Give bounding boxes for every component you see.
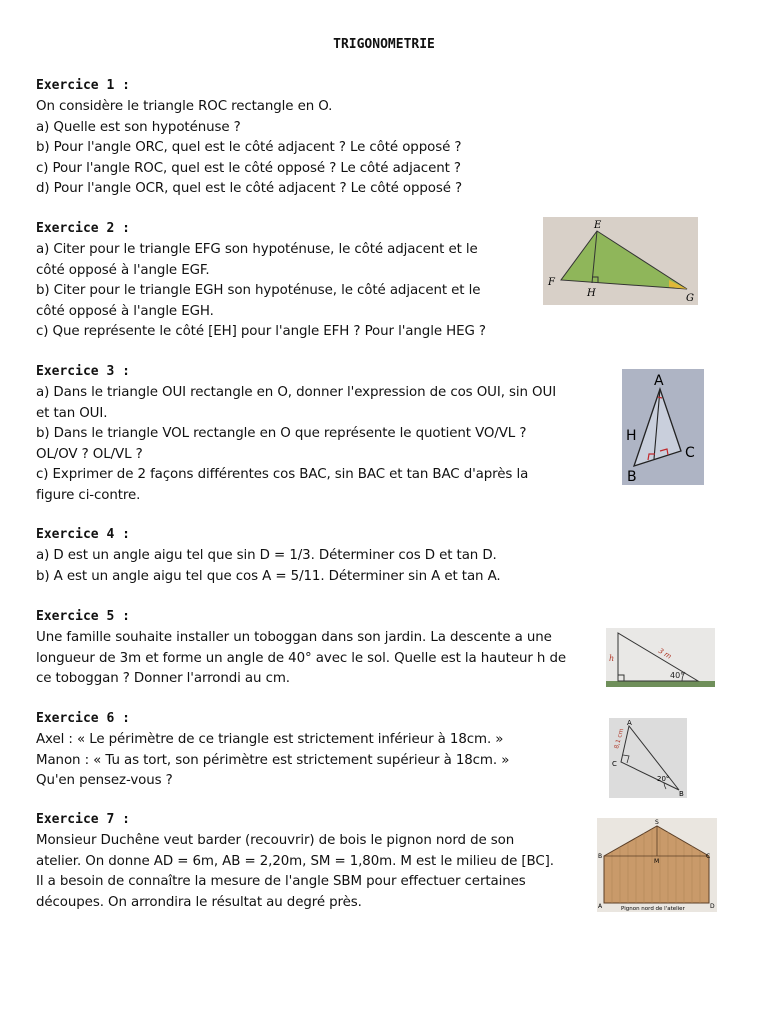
text-line: longueur de 3m et forme un angle de 40° avec le sol. Quelle est la hauteur h de xyxy=(36,650,566,666)
exercise-5 xyxy=(36,607,566,690)
text-line: Axel : « Le périmètre de ce triangle est strictement inférieur à 18cm. » xyxy=(36,732,504,747)
text-line: figure ci-contre. xyxy=(36,487,141,503)
figure-caption: Pignon nord de l'atelier xyxy=(621,906,685,912)
exercise-1 xyxy=(36,76,462,200)
text-line: Monsieur Duchêne veut barder (recouvrir) de bois le pignon nord de son xyxy=(36,833,515,848)
label-length: 3 m xyxy=(656,646,673,661)
exercise-title: Exercice 1 : xyxy=(36,78,130,93)
label-h: H xyxy=(626,428,637,444)
label-b: B xyxy=(598,853,603,860)
label-a: A xyxy=(598,903,603,910)
triangle-abc-figure xyxy=(622,369,704,485)
label-a: A xyxy=(627,719,632,727)
text-line: d) Pour l'angle OCR, quel est le côté adjacent ? Le côté opposé ? xyxy=(36,181,463,196)
label-m: M xyxy=(654,858,660,865)
exercise-3 xyxy=(36,362,556,506)
text-line: a) Quelle est son hypoténuse ? xyxy=(36,119,241,135)
text-line: b) Citer pour le triangle EGH son hypoténuse, le côté adjacent et le xyxy=(36,283,481,298)
label-d: D xyxy=(710,903,715,910)
text-line: atelier. On donne AD = 6m, AB = 2,20m, SM = 1,80m. M est le milieu de [BC]. xyxy=(36,853,554,869)
exercise-6 xyxy=(36,709,509,792)
text-line: Qu'en pensez-vous ? xyxy=(36,773,173,788)
pignon-figure xyxy=(597,818,717,912)
label-h: H xyxy=(587,288,596,299)
text-line: et tan OUI. xyxy=(36,405,108,421)
text-line: a) Citer pour le triangle EFG son hypoténuse, le côté adjacent et le xyxy=(36,242,478,257)
text-line: Manon : « Tu as tort, son périmètre est strictement supérieur à 18cm. » xyxy=(36,752,510,768)
label-height: h xyxy=(609,654,615,663)
label-b: B xyxy=(679,790,684,798)
label-a: A xyxy=(654,373,664,389)
label-angle: 40° xyxy=(670,671,685,680)
text-line: On considère le triangle ROC rectangle en O. xyxy=(36,99,333,114)
label-c: C xyxy=(612,760,617,768)
exercise-title: Exercice 4 : xyxy=(36,527,130,542)
label-f: F xyxy=(548,277,555,288)
exercise-title: Exercice 5 : xyxy=(36,609,130,624)
label-c: C xyxy=(706,853,711,860)
exercise-4 xyxy=(36,525,501,587)
text-line: a) D est un angle aigu tel que sin D = 1/3. Déterminer cos D et tan D. xyxy=(36,548,497,563)
text-line: ce toboggan ? Donner l'arrondi au cm. xyxy=(36,671,290,686)
exercise-title: Exercice 6 : xyxy=(36,711,130,726)
text-line: côté opposé à l'angle EGH. xyxy=(36,303,214,319)
label-g: G xyxy=(686,293,694,304)
exercise-7 xyxy=(36,810,554,913)
label-c: C xyxy=(685,445,695,461)
text-line: côté opposé à l'angle EGF. xyxy=(36,262,210,278)
exercise-2 xyxy=(36,219,486,343)
label-e: E xyxy=(594,220,602,231)
label-b: B xyxy=(627,469,637,485)
text-line: b) Pour l'angle ORC, quel est le côté adjacent ? Le côté opposé ? xyxy=(36,140,462,155)
text-line: OL/OV ? OL/VL ? xyxy=(36,446,143,462)
text-line: b) A est un angle aigu tel que cos A = 5/11. Déterminer sin A et tan A. xyxy=(36,568,501,584)
text-line: c) Exprimer de 2 façons différentes cos BAC, sin BAC et tan BAC d'après la xyxy=(36,467,529,482)
label-s: S xyxy=(655,819,659,826)
label-angle: 20° xyxy=(657,775,670,783)
text-line: c) Que représente le côté [EH] pour l'angle EFH ? Pour l'angle HEG ? xyxy=(36,324,486,339)
text-line: c) Pour l'angle ROC, quel est le côté opposé ? Le côté adjacent ? xyxy=(36,160,461,176)
exercise-title: Exercice 7 : xyxy=(36,812,130,827)
text-line: Une famille souhaite installer un toboggan dans son jardin. La descente a une xyxy=(36,630,552,645)
toboggan-figure xyxy=(606,628,715,687)
triangle-efg-figure xyxy=(543,217,698,305)
text-line: Il a besoin de connaître la mesure de l'angle SBM pour effectuer certaines xyxy=(36,874,526,889)
text-line: b) Dans le triangle VOL rectangle en O que représente le quotient VO/VL ? xyxy=(36,426,527,441)
exercise-title: Exercice 3 : xyxy=(36,364,130,379)
label-side: 8,1 cm xyxy=(613,727,626,750)
exercise-title: Exercice 2 : xyxy=(36,221,130,236)
triangle-abc-measure-figure xyxy=(609,718,687,798)
text-line: a) Dans le triangle OUI rectangle en O, donner l'expression de cos OUI, sin OUI xyxy=(36,385,557,400)
text-line: découpes. On arrondira le résultat au degré près. xyxy=(36,894,362,910)
page-title: TRIGONOMETRIE xyxy=(333,37,435,52)
